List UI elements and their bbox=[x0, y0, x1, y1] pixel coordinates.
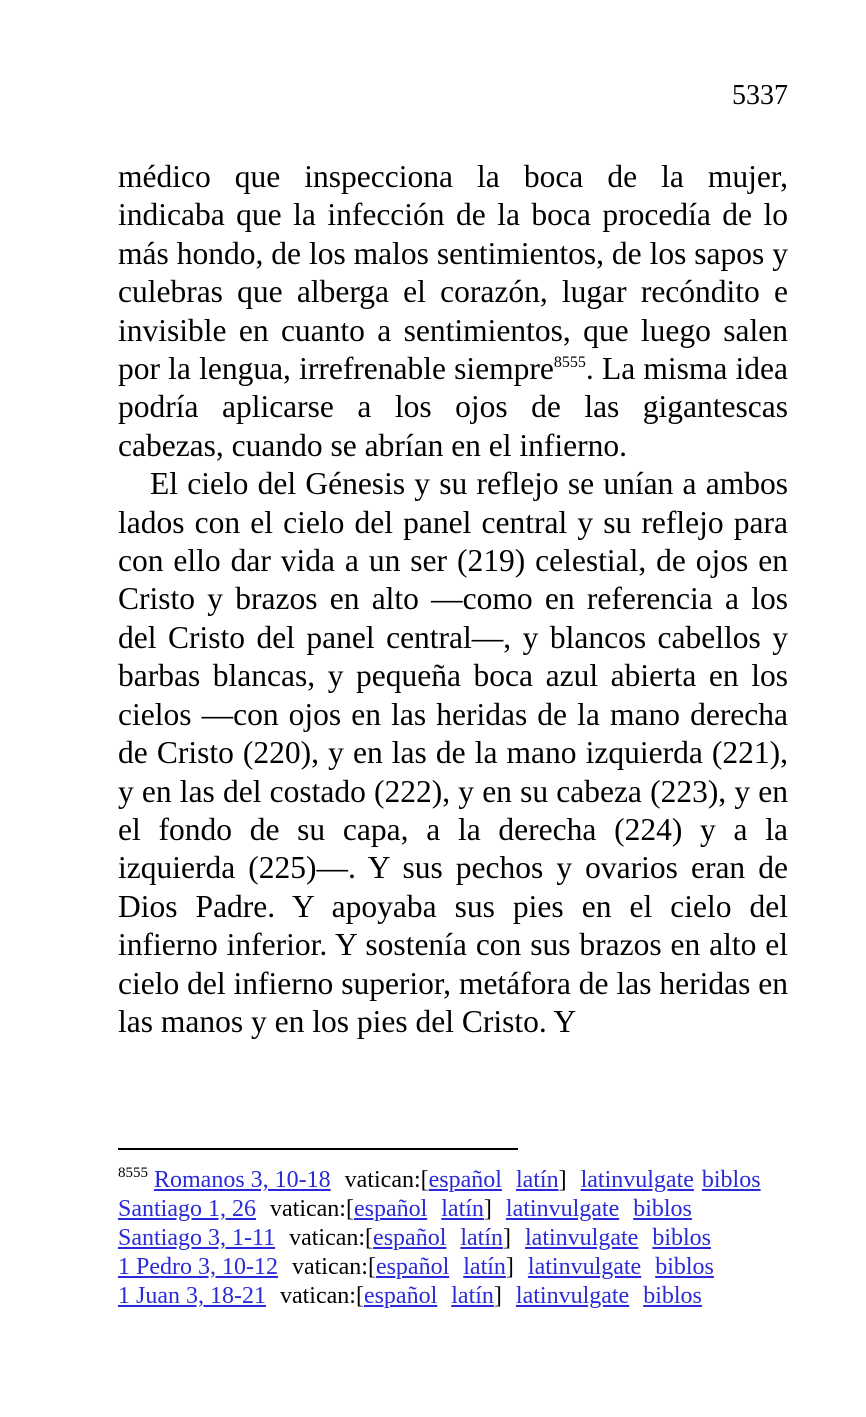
paragraph-1-text-before: médico que inspecciona la boca de la mujer, indicaba que la infección de la boca procedía de lo más hondo, de los malos sentimientos, de los sapos y culebras que alberga el corazón, lugar recóndito e invisible en cuanto a sentimientos, que luego salen por la lengua, irrefrenable siempre bbox=[118, 159, 788, 387]
latinvulgate-link[interactable]: latinvulgate bbox=[527, 1254, 642, 1280]
footnote-row bbox=[118, 1166, 798, 1195]
scripture-link[interactable]: 1 Juan 3, 18-21 bbox=[118, 1283, 266, 1309]
footnote-row bbox=[118, 1253, 798, 1282]
biblos-link[interactable]: biblos bbox=[701, 1167, 761, 1193]
vatican-label: vatican:[ bbox=[289, 1225, 374, 1251]
latinvulgate-link[interactable]: latinvulgate bbox=[515, 1283, 630, 1309]
biblos-link[interactable]: biblos bbox=[652, 1225, 711, 1251]
latinvulgate-link[interactable]: latinvulgate bbox=[525, 1225, 639, 1251]
scripture-link[interactable]: Romanos 3, 10-18 bbox=[154, 1167, 331, 1193]
footnote-reference[interactable]: 8555 bbox=[553, 354, 586, 372]
bracket-close: ] bbox=[493, 1283, 502, 1309]
page-number: 5337 bbox=[732, 80, 788, 111]
bracket-close: ] bbox=[558, 1167, 567, 1193]
espanol-link[interactable]: español bbox=[363, 1283, 438, 1309]
paragraph-2: El cielo del Génesis y su reflejo se unían a ambos lados con el cielo del panel central y su reflejo para con ello dar vida a un ser (219) celestial, de ojos en Cristo y brazos en alto —como en referencia a los del Cristo del panel central—, y blancos cabellos y barbas blancas, y pequeña boca azul abierta en los cielos —con ojos en las heridas de la mano derecha de Cristo (220), y en las de la mano izquierda (221), y en las del costado (222), y en su cabeza (223), y en el fondo de su capa, a la derecha (224) y a la izquierda (225)—. Y sus pechos y ovarios eran de Dios Padre. Y apoyaba sus pies en el cielo del infierno inferior. Y sostenía con sus brazos en alto el cielo del infierno superior, metáfora de las heridas en las manos y en los pies del Cristo. Y bbox=[118, 466, 788, 1039]
bracket-close: ] bbox=[483, 1196, 492, 1222]
latinvulgate-link[interactable]: latinvulgate bbox=[580, 1167, 694, 1193]
espanol-link[interactable]: español bbox=[428, 1167, 502, 1193]
latin-link[interactable]: latín bbox=[460, 1225, 504, 1251]
scripture-link[interactable]: Santiago 3, 1-11 bbox=[118, 1225, 276, 1251]
vatican-label: vatican:[ bbox=[279, 1283, 364, 1309]
latinvulgate-link[interactable]: latinvulgate bbox=[505, 1196, 620, 1222]
footnote-number: 8555 bbox=[118, 1165, 148, 1181]
footnote-row bbox=[118, 1195, 798, 1224]
footnote-row bbox=[118, 1282, 798, 1311]
body-text bbox=[118, 158, 788, 1041]
biblos-link[interactable]: biblos bbox=[633, 1196, 692, 1222]
latin-link[interactable]: latín bbox=[441, 1196, 484, 1222]
espanol-link[interactable]: español bbox=[375, 1254, 450, 1280]
vatican-label: vatican:[ bbox=[291, 1254, 376, 1280]
latin-link[interactable]: latín bbox=[515, 1167, 559, 1193]
vatican-label: vatican:[ bbox=[344, 1167, 429, 1193]
bracket-close: ] bbox=[503, 1225, 512, 1251]
bracket-close: ] bbox=[505, 1254, 514, 1280]
footnotes bbox=[118, 1166, 798, 1311]
vatican-label: vatican:[ bbox=[270, 1196, 354, 1222]
espanol-link[interactable]: español bbox=[373, 1225, 447, 1251]
espanol-link[interactable]: español bbox=[353, 1196, 428, 1222]
latin-link[interactable]: latín bbox=[463, 1254, 506, 1280]
biblos-link[interactable]: biblos bbox=[643, 1283, 702, 1309]
footnote-divider bbox=[118, 1148, 518, 1150]
footnote-row bbox=[118, 1224, 798, 1253]
biblos-link[interactable]: biblos bbox=[655, 1254, 714, 1280]
scripture-link[interactable]: 1 Pedro 3, 10-12 bbox=[118, 1254, 278, 1280]
scripture-link[interactable]: Santiago 1, 26 bbox=[118, 1196, 256, 1222]
paragraph-1 bbox=[118, 158, 788, 465]
latin-link[interactable]: latín bbox=[451, 1283, 494, 1309]
paragraph-1-text-after: . La misma idea podría aplicarse a los ojos de las gigantescas cabezas, cuando se abrían en el infierno. bbox=[118, 351, 788, 463]
